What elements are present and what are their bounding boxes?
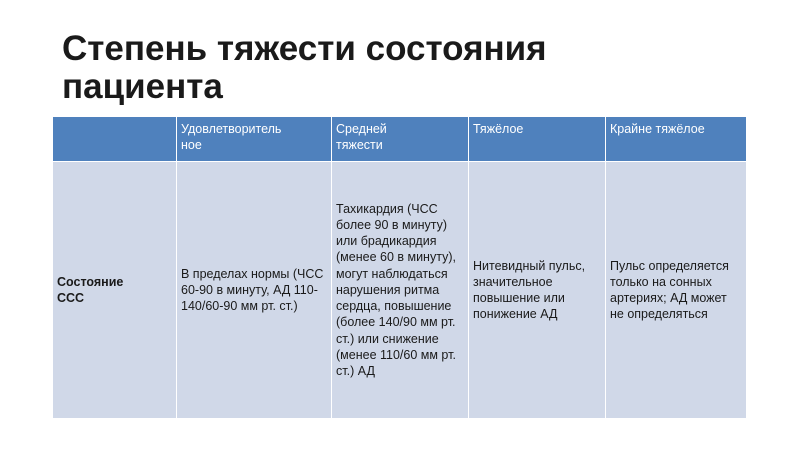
column-header-moderate xyxy=(332,117,469,162)
slide-title xyxy=(62,30,742,106)
slide-title-line-2: пациента xyxy=(62,67,223,106)
table-corner-cell xyxy=(53,117,177,162)
cell-text: Нитевидный пульс, значительное повышение или понижение АД xyxy=(473,258,586,322)
row-header-cardiovascular xyxy=(53,162,177,419)
table-row xyxy=(53,162,747,419)
column-header-label: Тяжёлое xyxy=(473,122,524,136)
table-cell-moderate xyxy=(332,162,469,419)
cell-text: Пульс определяется только на сонных артериях; АД может не определяться xyxy=(610,258,729,322)
cell-text: В пределах нормы (ЧСС 60-90 в минуту, АД 110-140/60-90 мм рт. ст.) xyxy=(181,266,324,314)
column-header-severe xyxy=(469,117,606,162)
column-header-extremely-severe xyxy=(606,117,747,162)
severity-table-container xyxy=(52,116,746,419)
cell-text: Тахикардия (ЧСС более 90 в минуту) или брадикардия (менее 60 в минуту), могут наблюдаться нарушения ритма сердца, повышение (более 140/90 мм рт. ст.) или снижение (менее 110/60 мм рт. ст.) АД xyxy=(336,201,456,378)
table-cell-satisfactory xyxy=(177,162,332,419)
severity-table xyxy=(52,116,747,419)
column-header-label: Средней тяжести xyxy=(336,122,387,153)
row-header-label: Состояние ССС xyxy=(57,274,124,305)
slide-title-line-1: Степень тяжести состояния xyxy=(62,29,547,68)
column-header-satisfactory xyxy=(177,117,332,162)
column-header-label: Удовлетворитель ное xyxy=(181,122,282,153)
table-cell-extremely-severe xyxy=(606,162,747,419)
table-header-row xyxy=(53,117,747,162)
table-cell-severe xyxy=(469,162,606,419)
column-header-label: Крайне тяжёлое xyxy=(610,122,705,136)
